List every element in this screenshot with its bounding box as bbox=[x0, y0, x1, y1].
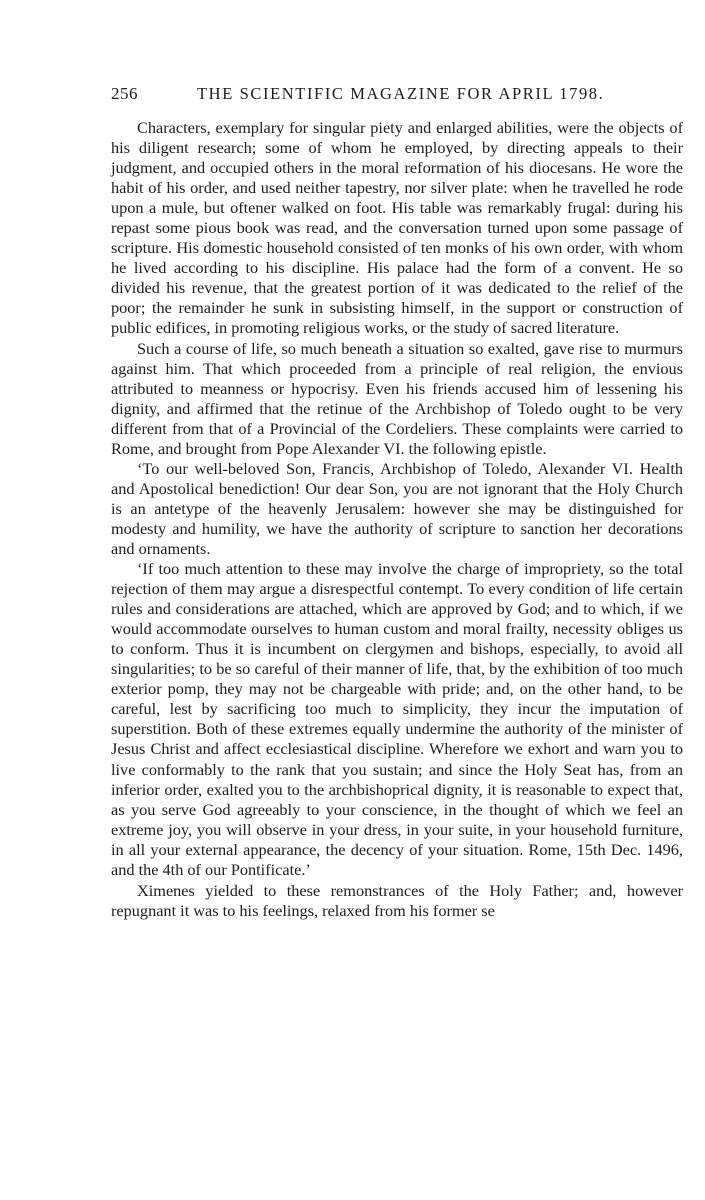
body-text bbox=[111, 118, 683, 921]
paragraph-papal-epistle-body: ‘If too much attention to these may involve the charge of impropriety, so the total rejection of them may argue a disrespectful contempt. To every condition of life certain rules and considerations are attached, which are approved by God; and to which, if we would accommodate ourselves to human custom and moral frailty, necessity obliges us to conform. Thus it is incumbent on clergymen and bishops, especially, to avoid all singularities; to be so careful of their manner of life, that, by the exhibition of too much exterior pomp, they may not be chargeable with pride; and, on the other hand, to be careful, lest by sacrificing too much to simplicity, they incur the imputation of superstition. Both of these extremes equally undermine the authority of the minister of Jesus Christ and affect ecclesiastical discipline. Wherefore we exhort and warn you to live conformably to the rank that you sustain; and since the Holy Seat has, from an inferior order, exalted you to the archbishoprical dignity, it is reasonable to expect that, as you serve God agreeably to your conscience, in the thought of which we feel an extreme joy, you will observe in your dress, in your suite, in your household furniture, in all your external appearance, the decency of your situation. Rome, 15th Dec. 1496, and the 4th of our Pontificate.’ bbox=[111, 559, 683, 879]
paragraph-ximenes-yielded: Ximenes yielded to these remonstrances of the Holy Father; and, however repugnant it was to his feelings, relaxed from his former se bbox=[111, 880, 683, 920]
running-header bbox=[111, 84, 677, 108]
paragraph-ximenes-household: Characters, exemplary for singular piety and enlarged abilities, were the objects of his diligent research; some of whom he employed, by directing appeals to their judgment, and occupied others in the moral reformation of his diocesans. He wore the habit of his order, and used neither tapestry, nor silver plate: when he travelled he rode upon a mule, but oftener walked on foot. His table was remarkably frugal: during his repast some pious book was read, and the conversation turned upon some passage of scripture. His domestic household consisted of ten monks of his own order, with whom he lived according to his discipline. His palace had the form of a convent. He so divided his revenue, that the greatest portion of it was dedicated to the relief of the poor; the remainder he sunk in subsisting himself, in the support or construction of public edifices, in promoting religious works, or the study of sacred literature. bbox=[111, 118, 683, 338]
paragraph-papal-epistle-opening: ‘To our well-beloved Son, Francis, Archbishop of Toledo, Alexander VI. Health and Apostolical benediction! Our dear Son, you are not ignorant that the Holy Church is an antetype of the heavenly Jerusalem: however she may be distinguished for modesty and humility, we have the authority of scripture to sanction her decorations and ornaments. bbox=[111, 458, 683, 558]
running-title: THE SCIENTIFIC MAGAZINE FOR APRIL 1798. bbox=[197, 84, 605, 103]
page-number: 256 bbox=[111, 84, 138, 103]
paragraph-murmurs: Such a course of life, so much beneath a situation so exalted, gave rise to murmurs against him. That which proceeded from a principle of real religion, the envious attributed to meanness or hypocrisy. Even his friends accused him of lessening his dignity, and affirmed that the retinue of the Archbishop of Toledo ought to be very different from that of a Provincial of the Cordeliers. These complaints were carried to Rome, and brought from Pope Alexander VI. the following epistle. bbox=[111, 338, 683, 458]
